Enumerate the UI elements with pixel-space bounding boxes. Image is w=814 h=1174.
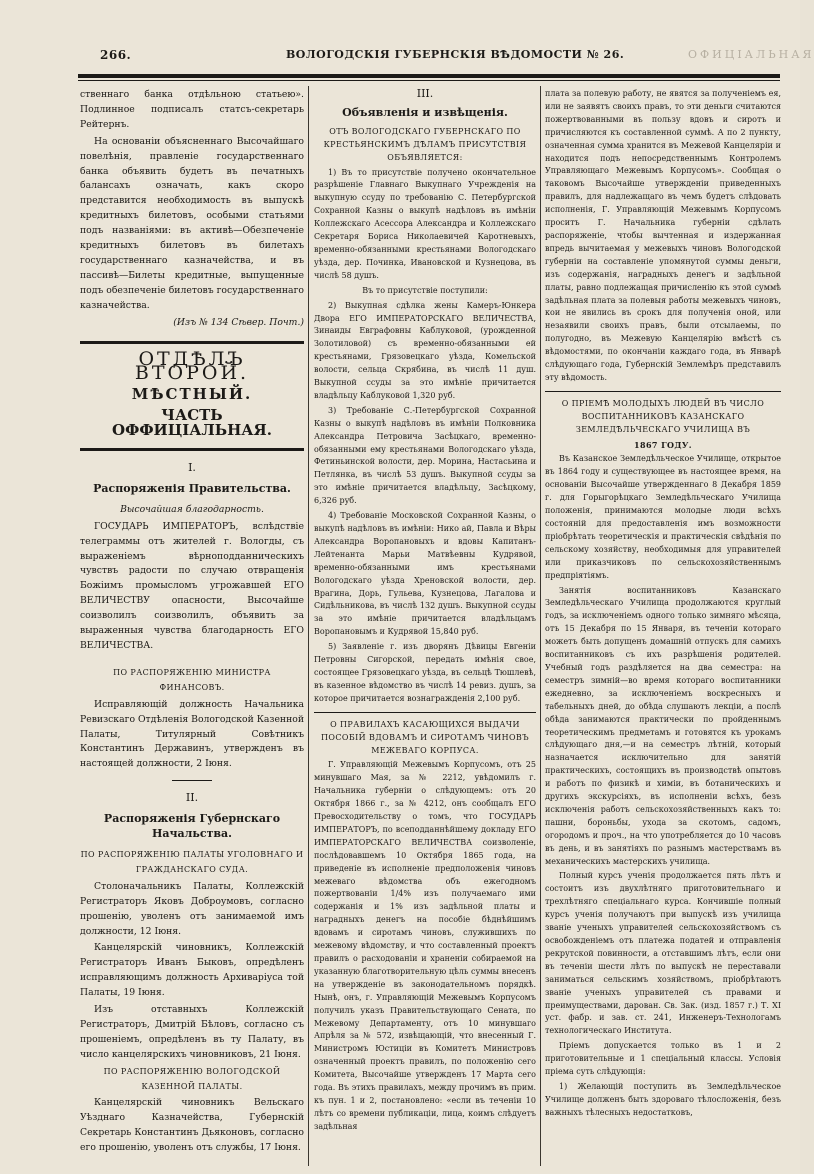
section-rule [80,448,304,451]
section-number: I. [188,461,196,475]
column-2 [314,88,536,1136]
sub-heading-year: 1867 ГОДУ. [634,439,692,450]
paragraph: 3) Требованіе С.-Петербургской Сохранной Казны о выкупѣ надѣловъ въ имѣніи Полковника Александра Петровича Засѣцкаго, временно-обязанными ему крестьянами Вологодскаго уѣзда, Фетиньинской волости, дер. Морина, Настасьина и Петлянка, въ числѣ 53 душъ. Выкупной ссуды за это имѣніе причитается владѣльцу, Засѣцкому, 6,326 руб. [314,405,536,506]
sub-heading: ПО РАСПОРЯЖЕНІЮ ВОЛОГОДСКОЙ КАЗЕННОЙ ПАЛАТЫ. [103,1066,281,1091]
sub-heading: ПО РАСПОРЯЖЕНІЮ ПАЛАТЫ УГОЛОВНАГО И ГРАЖДАНСКАГО СУДА. [80,849,304,874]
sub-heading: О ПРІЕМѢ МОЛОДЫХЪ ЛЮДЕЙ ВЪ ЧИСЛО ВОСПИТАННИКОВЪ КАЗАНСКАГО ЗЕМЛЕДѢЛЬЧЕСКАГО УЧИЛИЩА ВЪ [561,398,765,434]
paragraph: Канцелярскій чиновникъ, Коллежскій Регистраторъ Иванъ Быковъ, опредѣленъ исправляющимъ должность Архиваріуса той Палаты, 19 Іюня. [80,942,304,999]
paragraph: На основаніи объясненнаго Высочайшаго повелѣнія, правленіе государственнаго банка объявить будетъ въ печатныхъ балансахъ означать, какъ скоро представится необходимость въ выпускѣ кредитныхъ билетовъ, особыми статьями подъ названіями: въ активѣ—Обезпеченіе кредитныхъ билетовъ въ билетахъ государственнаго казначейства, и въ пассивѣ—Билеты кредитные, выпущенные подъ обезпеченіе билетовъ государственнаго казначейства. [80,135,304,311]
paragraph: Столоначальникъ Палаты, Коллежскій Регистраторъ Яковъ Доброумовъ, согласно прошенію, уволенъ отъ занимаемой имъ должности, 12 Іюня. [80,880,304,937]
paragraph: Въ Казанское Земледѣльческое Училище, открытое въ 1864 году и существующее въ настоящее время, на основаніи Высочайше утвержденнаго 8 Декабря 1859 г. для Горыгорѣцкаго Земледѣльческаго Училища положенія, принимаются молодые люди всѣхъ состояній для предоставленія имъ возможности пріобрѣтать теоретическія и практическія свѣдѣнія по сельскому хозяйству, необходимыя для управителей или приказчиковъ по сельскохозяйственнымъ предпріятіямъ. [545,454,781,580]
header-rule [78,74,780,78]
column-1 [80,88,304,1158]
paragraph: плата за полевую работу, не явятся за полученіемъ ея, или не заявятъ своихъ правъ, то эти деньги считаются пожертвованными въ пользу вдовъ и сиротъ и причисляются къ составленной суммѣ. А по 2 пункту, означенная сумма хранится въ Межевой Канцеляріи и находится подъ непосредственнымъ Контролемъ Управляющаго Межевымъ Корпусомъ». Сообщая о таковомъ Высочайше утвержденіи приведенныхъ правилъ, для надлежащаго въ чемъ будетъ слѣдовать исполненія, Г. Управляющій Межевымъ Корпусомъ проситъ Г. Начальника губерніи сдѣлать распоряженіе, чтобы вычтенная и издержанная впредь вычитаемая у межевыхъ чиновъ Вологодской губерніи на составленіе упомянутой суммы деньги, изъ содержанія, наградныхъ денегъ и задѣльной платы, равно подлежащая причисленію къ этой суммѣ задѣльная плата за полевыя работы межевыхъ чиновъ, кои не явились въ срокъ для полученія оной, или незаявили своихъ правъ, были отсылаемы, по полугодно, въ Межевую Канцелярію вмѣстѣ съ вѣдомостями, по окончаніи каждаго года, въ Январѣ слѣдующаго года, Губернскій Землемѣръ представилъ эту вѣдомость. [545,89,781,382]
paragraph: Пріемъ допускается только въ 1 и 2 приготовительные и 1 спеціальный классы. Условія пріема суть слѣдующія: [545,1041,781,1077]
divider [172,780,212,781]
otdel-part: ЧАСТЬ ОФФИЦІАЛЬНАЯ. [112,406,272,440]
source-note: (Изъ № 134 Сѣвер. Почт.) [173,316,304,328]
paragraph: ственнаго банка отдѣльною статьею». Подлинное подписалъ статсъ-секретарь Рейтернъ. [80,89,304,130]
sub-heading: ПО РАСПОРЯЖЕНІЮ МИНИСТРА ФИНАНСОВЪ. [113,667,271,692]
paragraph: 4) Требованіе Московской Сохранной Казны, о выкупѣ надѣловъ въ имѣніи: Нико ай, Павла и Вѣры Александра Воропановыхъ и вдовы Капитанъ-Лейтенанта Марьи Матвѣевны Кудрявой, временно-обязанными имъ крестьянами Вологодскаго уѣзда Хреновской волости, дер. Врагина, Дорь, Гульева, Кузнецова, Лагалова и Сидѣльникова, въ числѣ 132 душъ. Выкупной ссуды за это имѣніе причитается владѣльцамъ Воропановымъ и Кудрявой 15,840 руб. [314,511,536,637]
page-header [78,44,814,66]
paragraph: 1) Желающій поступить въ Земледѣльческое Училище долженъ быть здороваго тѣлосложенія, безъ важныхъ тѣлесныхъ недостатковъ, [545,1081,781,1117]
page-number: 266. [100,48,132,62]
sub-heading: Въ то присутствіе поступили: [362,285,488,295]
sub-heading: ОТЪ ВОЛОГОДСКАГО ГУБЕРНСКАГО ПО КРЕСТЬЯНСКИМЪ ДѢЛАМЪ ПРИСУТСТВІЯ ОБЪЯВЛЯЕТСЯ: [323,126,527,162]
column-divider [308,86,309,1166]
paragraph: Канцелярскій чиновникъ Вельскаго Уѣзднаго Казначейства, Губернскій Секретарь Константинъ Дьяконовъ, согласно его прошенію, уволенъ отъ службы, 17 Іюня. [80,1097,304,1154]
paragraph: Исправляющій должность Начальника Ревизскаго Отдѣленія Вологодской Казенной Палаты, Титулярный Совѣтникъ Константинъ Державинъ, утвержденъ въ настоящей должности, 2 Іюня. [80,698,304,770]
paragraph: 5) Заявленіе г. изъ дворянъ Дѣвицы Евгеніи Петровны Сигорской, передать имѣнія свое, состоящее Грязовецкаго уѣзда, въ сельцѣ Тюшлевѣ, въ казенное вѣдомство въ числѣ 14 ревиз. душъ, за которое причитается вознагражденія 2,100 руб. [314,642,536,703]
paragraph: Изъ отставныхъ Коллежскій Регистраторъ, Дмитрій Бѣловъ, согласно съ прошеніемъ, опредѣленъ въ ту Палату, въ число канцелярскихъ чиновниковъ, 21 Іюня. [80,1004,304,1060]
sub-heading: О ПРАВИЛАХЪ КАСАЮЩИХСЯ ВЫДАЧИ ПОСОБІЙ ВДОВАМЪ И СИРОТАМЪ ЧИНОВЪ МЕЖЕВАГО КОРПУСА. [321,719,529,755]
section-title: Распоряженія Правительства. [93,481,291,495]
column-divider [540,86,541,1166]
paragraph: Занятія воспитанниковъ Казанскаго Земледѣльческаго Училища продолжаются круглый годъ, за исключеніемъ одного только зимняго мѣсяца, отъ 15 Декабря по 15 Января, въ теченіи котораго можетъ быть допущенъ домашній отпускъ для самихъ воспитанниковъ съ ихъ разрѣшенія родителей. Учебный годъ раздѣляется на два семестра: на семестръ зимній—во время котораго воспитанники ежедневно, за исключеніемъ воскресныхъ и табельныхъ дней, до обѣда слушаютъ лекціи, а послѣ обѣда занимаются практически по пройденнымъ теоретическимъ предметамъ и готовятся къ урокамъ слѣдующаго дня,—и на семестръ лѣтній, который назначается исключительно для занятій практическихъ, состоящихъ въ производствѣ опытовъ и работъ по физикѣ и химіи, въ ботаническихъ и другихъ экскурсіяхъ, въ исполненіи всѣхъ, безъ исключенія работъ сельскохозяйственныхъ какъ то: пашни, бороньбы, ухода за скотомъ, садомъ, огородомъ и проч., на что употребляется до 10 часовъ въ день, и въ занятіяхъ по разнымъ мастерствамъ въ механическихъ мастерскихъ училища. [545,585,781,866]
paragraph: Полный курсъ ученія продолжается пять лѣтъ и состоитъ изъ двухлѣтняго приготовительнаго и трехлѣтняго спеціальнаго курса. Кончившіе полный курсъ ученія получаютъ при выпускѣ изъ училища званіе ученыхъ управителей сельскохозяйствомъ съ освобожденіемъ отъ платежа податей и отправленія рекрутской повинности, а отставшимъ лѣтъ, если они въ теченіи шести лѣтъ по выпускѣ не переставали заниматься сельскимъ хозяйствомъ, пріобрѣтаютъ званіе ученыхъ управителей съ правами и преимуществами, дарован. Св. Зак. (изд. 1857 г.) Т. XI уст. фабр. и зав. ст. 241, Инженеръ-Технологамъ технологическаго Института. [545,871,781,1036]
paragraph: 1) Въ то присутствіе получено окончательное разрѣшеніе Главнаго Выкупнаго Учрежденія на выкупную ссуду по требованію С. Петербургской Сохранной Казны о выкупѣ надѣловъ въ имѣніи Коллежскаго Асессора Александра и Коллежскаго Секретаря Бориса Николаевичей Каротневыхъ, временно-обязанными крестьянами Вологодскаго уѣзда, дер. Починка, Ивановской и Кузнецова, въ числѣ 58 душъ. [314,167,536,280]
divider [314,712,536,713]
paragraph: 2) Выкупная сдѣлка жены Камеръ-Юнкера Двора ЕГО ИМПЕРАТОРСКАГО ВЕЛИЧЕСТВА, Зинаиды Евграфовны Каблуковой, (урожденной Золотиловой) съ временно-обязанными ей крестьянами, Грязовецкаго уѣзда, Комельской волости, сельца Скрябина, въ числѣ 11 душ. Выкупной ссуды за это имѣніе причитается владѣльцу Каблуковой 1,320 руб. [314,300,536,400]
section-title: Распоряженія Губернскаго Начальства. [103,812,281,841]
otdel-heading [80,347,304,440]
section-rule [80,341,304,344]
paragraph: Г. Управляющій Межевымъ Корпусомъ, отъ 25 минувшаго Мая, за № 2212, увѣдомилъ г. Начальника губерніи о слѣдующемъ: отъ 20 Октября 1866 г., за № 4212, онъ сообщалъ ЕГО Превосходительству о томъ, что ГОСУДАРЬ ИМПЕРАТОРЪ, по всеподданнѣйшему докладу ЕГО ИМПЕРАТОРСКАГО ВЕЛИЧЕСТВА соизволеніе, послѣдовавшемъ 10 Октября 1865 года, на приведеніе въ исполненіе предположенія чиновъ межеваго вѣдомства объ ежегодномъ пожертвованіи 1/4% изъ получаемаго ими содержанія и 1% изъ задѣльной платы и наградныхъ денегъ на пособіе бѣднѣйшимъ вдовамъ и сиротамъ чиновъ, служившихъ по межевому вѣдомству, и что составленный проектъ правилъ о расходованіи и храненіи собираемой на указанную благотворительную цѣль суммы внесенъ на утвержденіе въ законодательномъ порядкѣ. Нынѣ, онъ, г. Управляющій Межевымъ Корпусомъ получилъ указъ Правительствующаго Сената, по Межевому Департаменту, отъ 10 минувшаго Апрѣля за № 572, извѣщающій, что внесенный Г. Министромъ Юстиціи въ Комитетъ Министровъ означенный проектъ правилъ, по положенію сего Комитета, Высочайше утвержденъ 17 Марта сего года. Въ этихъ правилахъ, между прочимъ въ прим. къ пун. 1 и 2, постановлено: «если въ теченіи 10 лѣтъ со времени публикаціи, лица, коимъ слѣдуетъ задѣльная [314,760,536,1131]
section-subtitle: Высочайшая благодарность. [120,503,264,515]
newspaper-title: ВОЛОГОДСКІЯ ГУБЕРНСКІЯ ВѢДОМОСТИ № 26. [286,48,625,61]
otdel-subtitle: МѢСТНЫЙ. [131,385,253,404]
column-3 [545,88,781,1122]
divider [545,391,781,392]
paragraph: ГОСУДАРЬ ИМПЕРАТОРЪ, вслѣдствіе телеграммы отъ жителей г. Вологды, съ выраженіемъ вѣрноподданническихъ чувствъ радости по случаю отвращенія Божіимъ промысломъ угрожавшей ЕГО ВЕЛИЧЕСТВУ опасности, Высочайше соизволилъ соизволилъ, объявить за выраженныя чувства благодарность ЕГО ВЕЛИЧЕСТВА. [80,520,304,651]
bleed-through-text: ОФИЦІАЛЬНАЯ [688,48,814,61]
header-rule-thin [78,80,780,81]
section-title: Объявленія и извѣщенія. [342,105,508,119]
otdel-title: ОТДѢЛЪ ВТОРОЙ. [134,347,250,385]
section-number: II. [185,791,199,805]
section-number: III. [416,87,434,100]
